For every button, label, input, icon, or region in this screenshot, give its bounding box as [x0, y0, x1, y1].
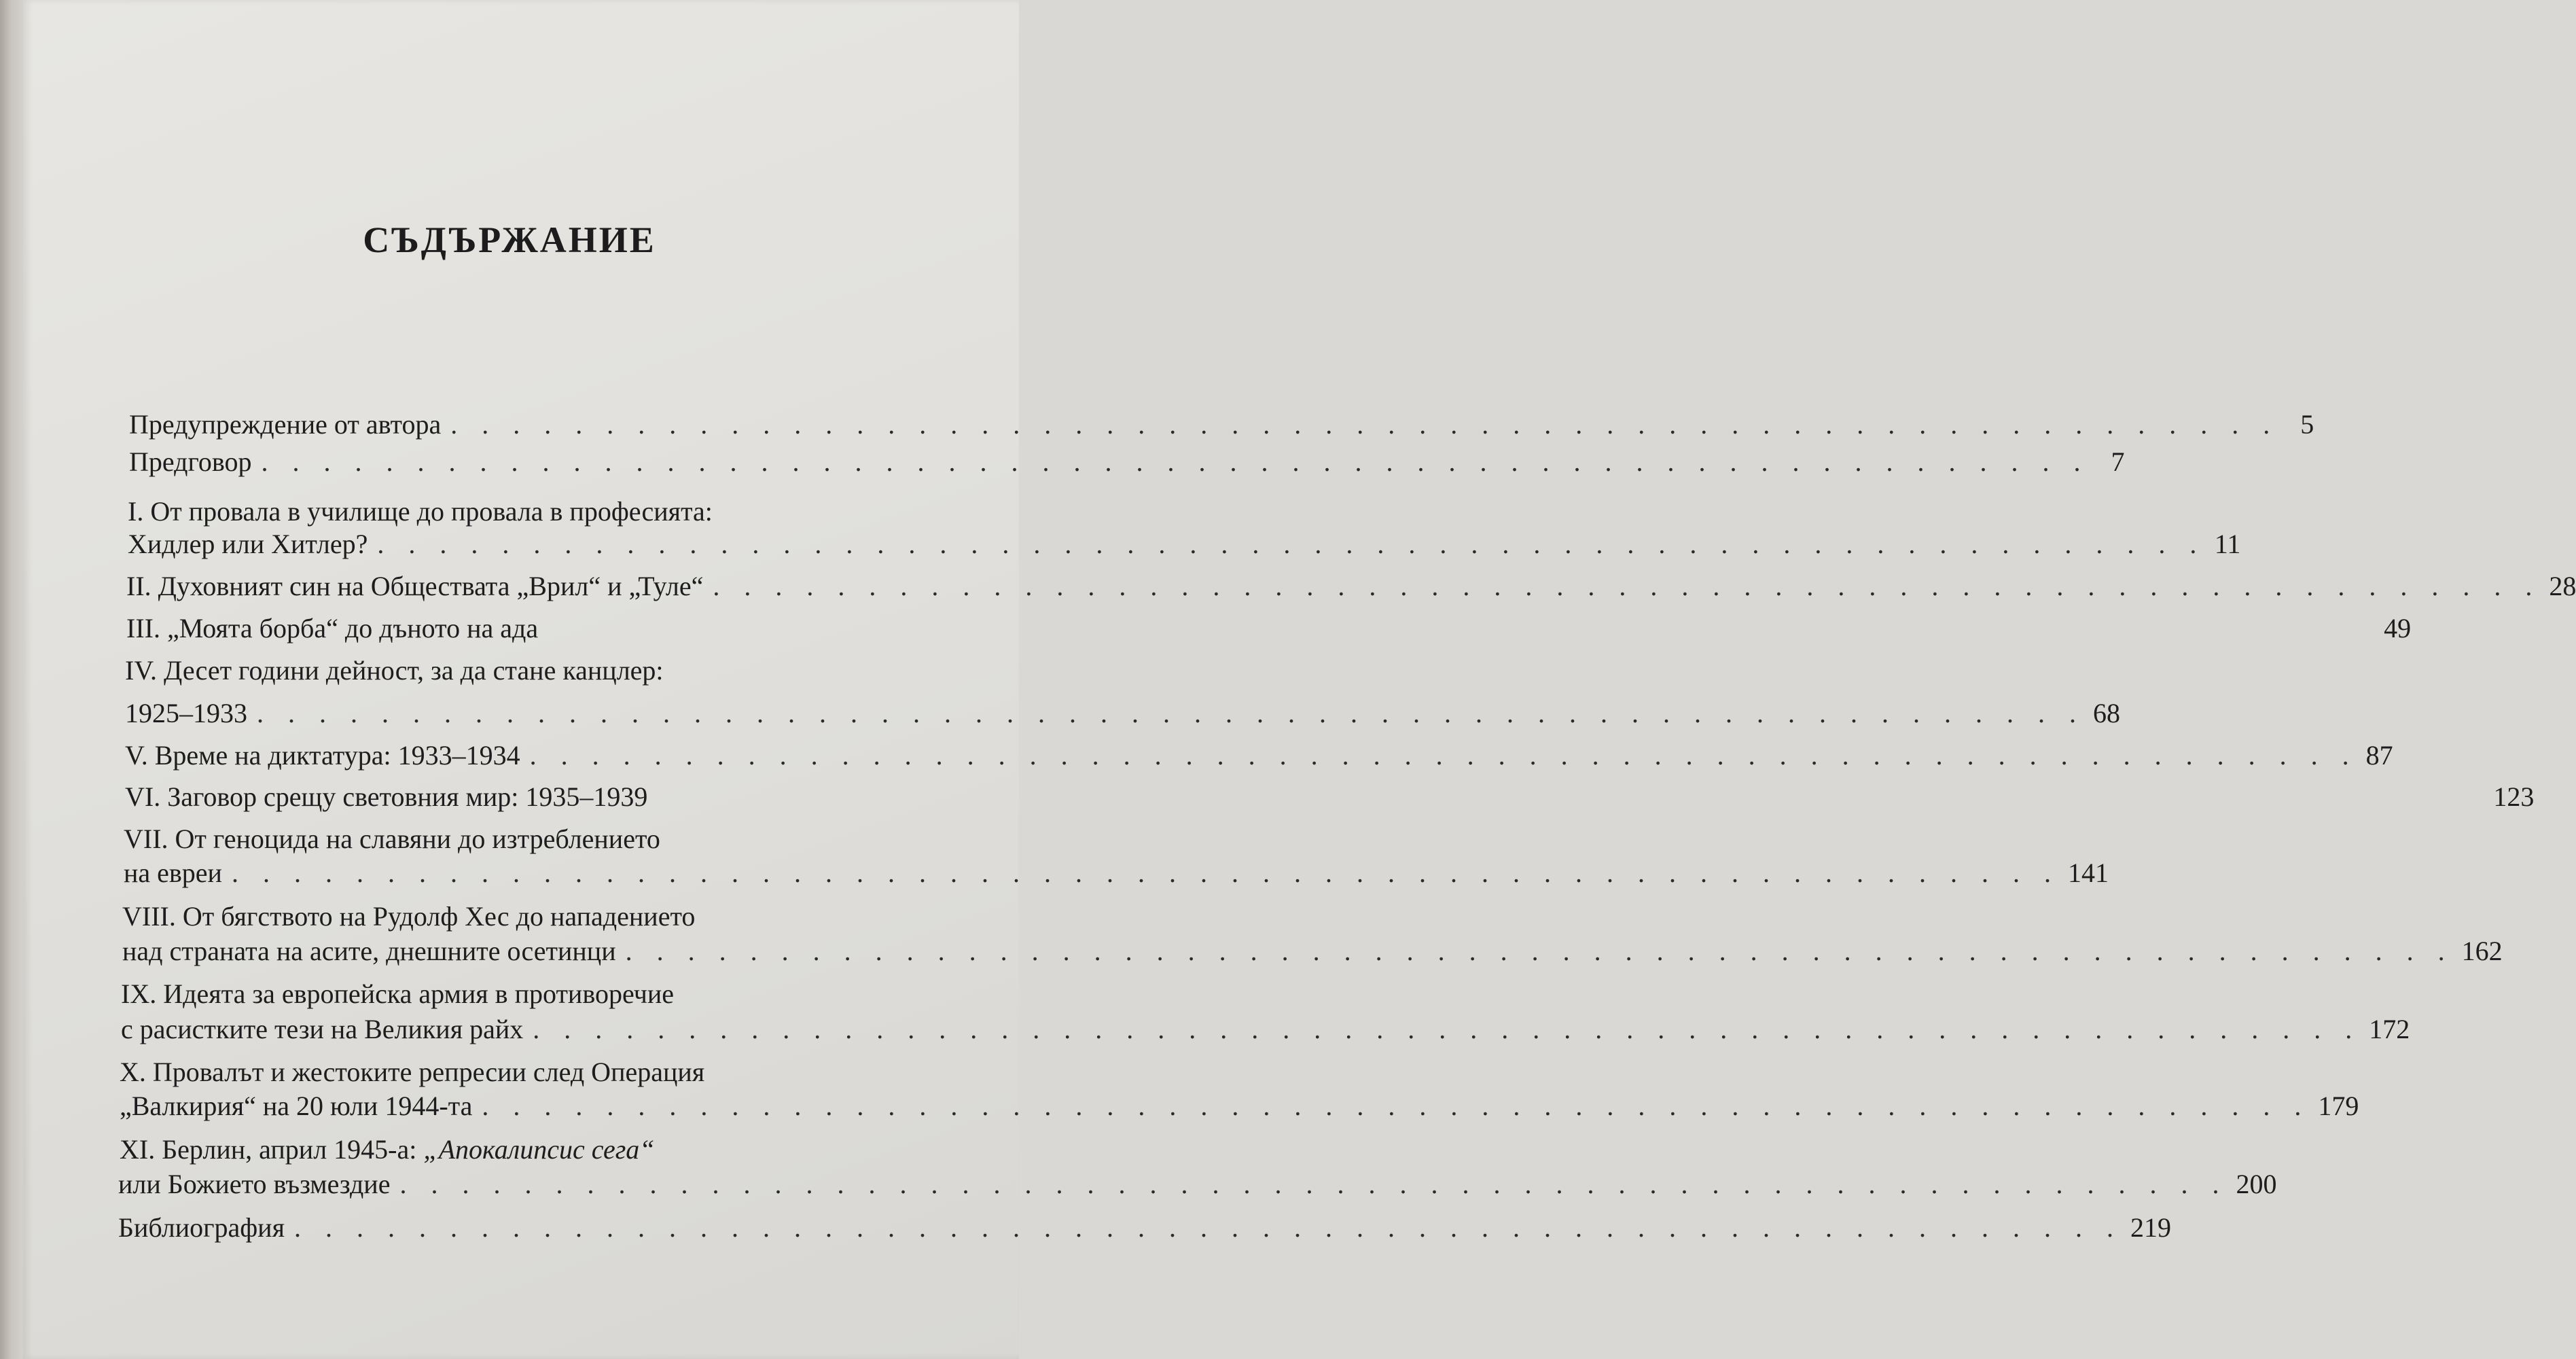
toc-entry-page: 5: [2300, 409, 2314, 440]
toc-entry: [118, 1167, 2277, 1201]
toc-entry: [126, 612, 2412, 646]
toc-entry-title: Хидлер или Хитлер?: [128, 529, 368, 559]
toc-entry: [124, 856, 2109, 890]
toc-entry: [120, 1089, 2359, 1123]
dot-leader: . . . . . . . . . . . . . . . . . . . . . . . . . . . . . . . . . . . . . . . . . . . . . . . . . . . . . . . . . . .: [450, 409, 2279, 440]
dot-leader: . . . . . . . . . . . . . . . . . . . . . . . . . . . . . . . . . . . . . . . . . . . . . . . . . . . . . . . . . . .: [713, 571, 2541, 601]
toc-entry-title-line1: IX. Идеята за европейска армия в противоречие: [121, 978, 674, 1009]
toc-entry-title: Предупреждение от автора: [129, 409, 442, 440]
dot-leader: . . . . . . . . . . . . . . . . . . . . . . . . . . . . . . . . . . . . . . . . . . . . . . . . . . . . . . . . . . .: [399, 1169, 2228, 1199]
toc-entry-title-line1: [120, 1133, 655, 1167]
dot-leader: . . . . . . . . . . . . . . . . . . . . . . . . . . . . . . . . . . . . . . . . . . . . . . . . . . . . . . . . . . .: [533, 1014, 2361, 1044]
toc-entry: [118, 1211, 2171, 1245]
toc-entry: [125, 780, 2535, 814]
toc-entry: [125, 696, 2120, 730]
toc-entry-page: 11: [2214, 529, 2241, 559]
toc-entry-page: 172: [2369, 1014, 2410, 1044]
dot-leader: . . . . . . . . . . . . . . . . . . . . . . . . . . . . . . . . . . . . . . . . . . . . . . . . . . . . . . . . . . .: [257, 698, 2085, 728]
toc-entry-title: или Божието възмездие: [118, 1169, 391, 1199]
toc-entry-page: 87: [2365, 740, 2393, 771]
toc-entry-title: „Валкирия“ на 20 юли 1944-та: [120, 1091, 473, 1121]
toc-entry-page: 200: [2236, 1169, 2277, 1199]
toc-entry-page: 49: [2384, 613, 2412, 643]
toc-entry-page: 219: [2130, 1212, 2171, 1243]
toc-entry: [128, 527, 2241, 561]
toc-entry: [122, 934, 2503, 968]
toc-entry-title: с расистките тези на Великия райх: [121, 1014, 524, 1044]
toc-entry-title: II. Духовният син на Обществата „Врил“ и „Туле“: [126, 571, 704, 601]
toc-entry-title: 1925–1933: [125, 698, 247, 728]
toc-entry-title: на евреи: [124, 858, 222, 888]
toc-entry-title: Библиография: [118, 1212, 285, 1243]
toc-entry-page: 162: [2461, 936, 2503, 966]
toc-entry-title-line1: VII. От геноцида на славяни до изтреблението: [124, 824, 660, 854]
dot-leader: . . . . . . . . . . . . . . . . . . . . . . . . . . . . . . . . . . . . . . . . . . . . . . . . . . . . . . . . . . .: [293, 1212, 2122, 1243]
toc-entry-title-line1: X. Провалът и жестоките репресии след Операция: [120, 1057, 705, 1087]
toc-entry-title: III. „Моята борба“ до дъното на ада: [126, 613, 539, 643]
dot-leader: . . . . . . . . . . . . . . . . . . . . . . . . . . . . . . . . . . . . . . . . . . . . . . . . . . . . . . . . . . .: [377, 529, 2206, 559]
toc-entry: [125, 739, 2393, 773]
dot-leader: . . . . . . . . . . . . . . . . . . . . . . . . . . . . . . . . . . . . . . . . . . . . . . . . . . . . . . . . . . .: [231, 858, 2060, 888]
toc-entry-page: 141: [2067, 858, 2109, 888]
page-title: СЪДЪРЖАНИЕ: [363, 219, 656, 260]
dot-leader: . . . . . . . . . . . . . . . . . . . . . . . . . . . . . . . . . . . . . . . . . . . . . . . . . . . . . . . . . . .: [529, 740, 2358, 771]
toc-entry-page: 7: [2111, 446, 2125, 477]
dot-leader: . . . . . . . . . . . . . . . . . . . . . . . . . . . . . . . . . . . . . . . . . . . . . . . . . . . . . . . . . . .: [482, 1091, 2310, 1121]
toc-entry-title-italic: „Апокалипсис сега“: [423, 1134, 655, 1165]
toc-entry: [129, 408, 2314, 442]
toc-entry-page: 28: [2549, 571, 2576, 601]
toc-entry: [121, 1012, 2410, 1046]
toc-entry-page: 123: [2493, 781, 2535, 812]
toc-entry-page: 68: [2093, 698, 2120, 728]
toc-entry-title-line1: IV. Десет години дейност, за да стане канцлер:: [125, 655, 664, 686]
toc-entry-title: VI. Заговор срещу световния мир: 1935–1939: [125, 781, 648, 812]
toc-entry-title: V. Време на диктатура: 1933–1934: [125, 740, 520, 771]
toc-entry-title: Предговор: [129, 446, 252, 477]
toc-entry-page: 179: [2318, 1091, 2359, 1121]
toc-entry: [129, 445, 2125, 479]
toc-entry: [126, 569, 2576, 603]
toc-entry-title-line1: I. От провала в училище до провала в професията:: [128, 496, 713, 527]
toc-entry-title-line1: VIII. От бягството на Рудолф Хес до нападението: [122, 901, 696, 932]
dot-leader: . . . . . . . . . . . . . . . . . . . . . . . . . . . . . . . . . . . . . . . . . . . . . . . . . . . . . . . . . . .: [261, 446, 2090, 477]
toc-entry-title: над страната на асите, днешните осетинци: [122, 936, 616, 966]
toc-entry-title-plain: XI. Берлин, април 1945-а:: [120, 1134, 424, 1165]
dot-leader: . . . . . . . . . . . . . . . . . . . . . . . . . . . . . . . . . . . . . . . . . . . . . . . . . . . . . . . . . . .: [625, 936, 2454, 966]
